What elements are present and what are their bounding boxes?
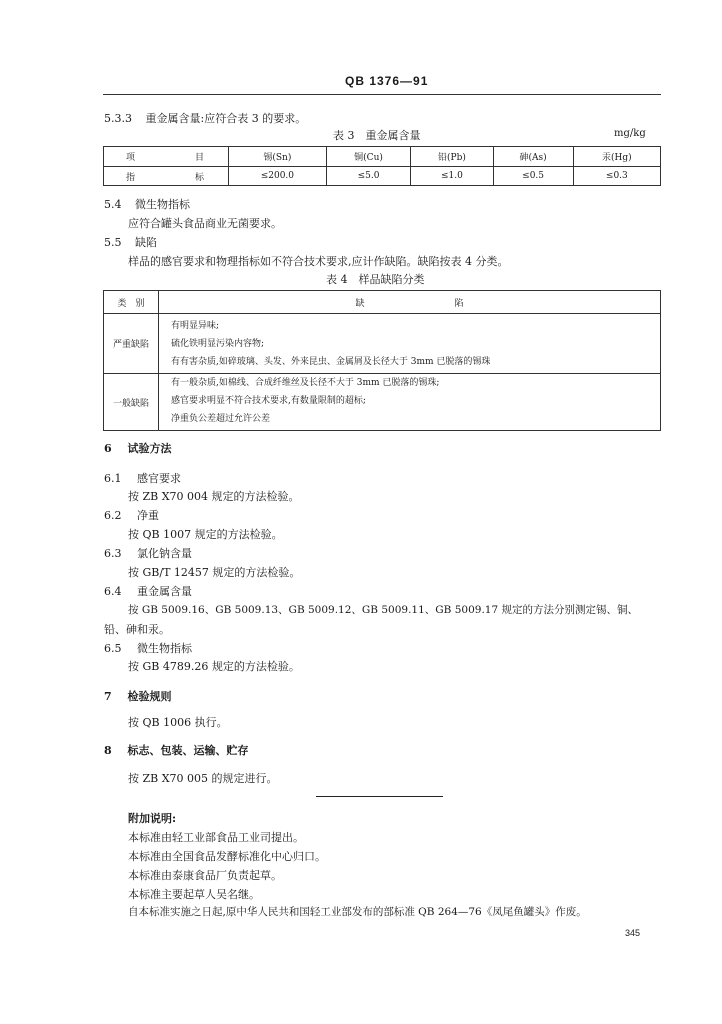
section-title: 标志、包装、运输、贮存: [127, 744, 249, 757]
section-7: [104, 688, 172, 704]
table3-title: 表 3 重金属含量: [333, 129, 421, 142]
table3-index-label: 指 标: [104, 167, 229, 186]
table3-value-as: ≤0.5: [493, 167, 573, 186]
section-title: 试验方法: [127, 442, 172, 455]
section-title: 氯化钠含量: [137, 547, 192, 560]
section-title: 微生物指标: [135, 198, 190, 211]
table4: [103, 290, 661, 431]
section-6-3-body: 按 GB/T 12457 规定的方法检验。: [128, 566, 301, 579]
table3-value-sn: ≤200.0: [229, 167, 327, 186]
defect-item: 硫化铁明显污染内容物;: [171, 339, 265, 349]
section-number: 6.2: [104, 509, 122, 522]
table3-header-pb: 铅(Pb): [411, 147, 493, 167]
defect-item: 感官要求明显不符合技术要求,有数量限制的超标;: [171, 396, 366, 406]
notes-title: 附加说明:: [128, 812, 177, 825]
section-text: 重金属含量:应符合表 3 的要求。: [145, 112, 307, 125]
section-6-3: [104, 545, 192, 561]
table4-defects-serious: [159, 314, 661, 374]
section-number: 5.4: [104, 198, 122, 211]
section-number: 8: [104, 744, 112, 757]
table3-header-row: [104, 147, 661, 167]
table4-row-serious: [104, 314, 661, 374]
section-number: 5.5: [104, 236, 122, 249]
table4-header-row: [104, 291, 661, 314]
table4-category-serious: 严重缺陷: [104, 314, 159, 374]
section-5-4-body: 应符合罐头食品商业无菌要求。: [128, 217, 282, 230]
table3-index-row: [104, 167, 661, 186]
section-6-5: [104, 640, 192, 656]
defect-item: 有一般杂质,如棉线、合成纤维丝及长径不大于 3mm 已脱落的锡珠;: [171, 378, 440, 388]
section-5-5-body: 样品的感官要求和物理指标如不符合技术要求,应计作缺陷。缺陷按表 4 分类。: [128, 255, 509, 268]
table4-defects-general: [159, 374, 661, 431]
section-6-4-body-line2: 铅、砷和汞。: [104, 623, 170, 636]
section-title: 微生物指标: [137, 642, 192, 655]
notes-line: 本标准主要起草人吴名继。: [128, 888, 260, 901]
section-6-4: [104, 583, 192, 599]
standard-code-header: QB 1376—91: [345, 74, 429, 88]
section-number: 5.3.3: [104, 112, 132, 125]
notes-line: 本标准由泰康食品厂负责起草。: [128, 869, 282, 882]
defect-item: 净重负公差超过允许公差: [171, 414, 271, 424]
section-6-1-body: 按 ZB X70 004 规定的方法检验。: [128, 490, 300, 503]
section-6-4-body-line1: 按 GB 5009.16、GB 5009.13、GB 5009.12、GB 5009.11、GB 5009.17 规定的方法分别测定锡、铜、: [128, 604, 638, 616]
section-8-body: 按 ZB X70 005 的规定进行。: [128, 772, 278, 785]
table4-header-category: 类 别: [104, 291, 159, 314]
section-number: 6.3: [104, 547, 122, 560]
table3-value-cu: ≤5.0: [326, 167, 411, 186]
page-number: 345: [625, 928, 641, 938]
section-number: 6.1: [104, 472, 122, 485]
table3-header-cu: 铜(Cu): [326, 147, 411, 167]
table4-row-general: [104, 374, 661, 431]
table3-unit: mg/kg: [614, 128, 646, 139]
section-number: 6: [104, 442, 112, 455]
section-5-5: [104, 234, 157, 250]
section-number: 7: [104, 690, 112, 703]
table3: [103, 146, 661, 186]
section-8: [104, 742, 249, 758]
section-title: 缺陷: [135, 236, 157, 249]
section-title: 检验规则: [127, 690, 172, 703]
section-6-1: [104, 470, 181, 486]
section-6-2-body: 按 QB 1007 规定的方法检验。: [128, 528, 283, 541]
notes-line: 自本标准实施之日起,原中华人民共和国轻工业部发布的部标准 QB 264—76《凤尾鱼罐头》作废。: [128, 906, 587, 918]
section-5-3-3: [104, 110, 306, 126]
table4-header-defect: 缺 陷: [159, 291, 661, 314]
section-6-5-body: 按 GB 4789.26 规定的方法检验。: [128, 660, 300, 673]
section-number: 6.4: [104, 585, 122, 598]
section-number: 6.5: [104, 642, 122, 655]
table3-header-item: 项 目: [104, 147, 229, 167]
section-title: 净重: [137, 509, 159, 522]
section-6-2: [104, 507, 159, 523]
table3-header-sn: 锡(Sn): [229, 147, 327, 167]
notes-line: 本标准由轻工业部食品工业司提出。: [128, 831, 304, 844]
section-6: [104, 440, 172, 456]
table3-value-pb: ≤1.0: [411, 167, 493, 186]
section-7-body: 按 QB 1006 执行。: [128, 716, 228, 729]
table3-value-hg: ≤0.3: [573, 167, 660, 186]
defect-item: 有有害杂质,如碎玻璃、头发、外来昆虫、金属屑及长径大于 3mm 已脱落的锡珠: [171, 357, 491, 367]
section-title: 重金属含量: [137, 585, 192, 598]
header-rule: [103, 94, 661, 95]
table3-header-hg: 汞(Hg): [573, 147, 660, 167]
defect-item: 有明显异味;: [171, 321, 220, 331]
section-title: 感官要求: [137, 472, 181, 485]
notes-separator: [316, 796, 443, 797]
notes-line: 本标准由全国食品发酵标准化中心归口。: [128, 850, 326, 863]
table4-title: 表 4 样品缺陷分类: [326, 273, 425, 286]
table3-header-as: 砷(As): [493, 147, 573, 167]
section-5-4: [104, 196, 190, 212]
table4-category-general: 一般缺陷: [104, 374, 159, 431]
